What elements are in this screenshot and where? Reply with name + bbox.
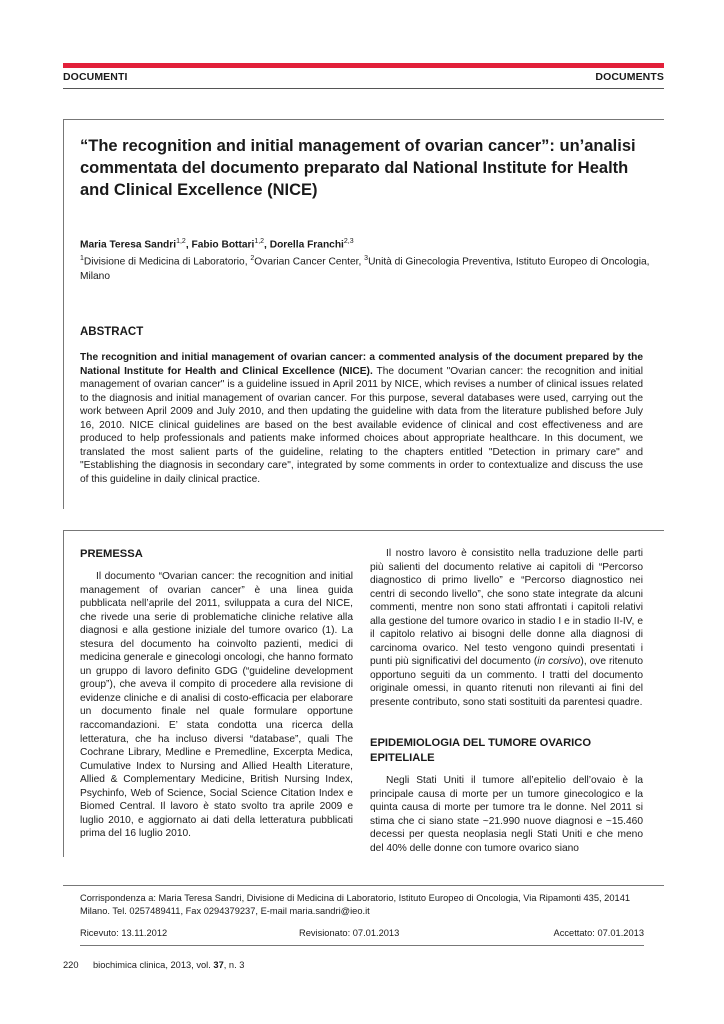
abstract-text [80,351,643,486]
author-name: Dorella Franchi [269,239,344,251]
header-rule [63,88,664,89]
premessa-paragraph: Il documento “Ovarian cancer: the recognition and initial management of ovarian cancer” è una linea guida pubblicata nell’aprile del 2011, sviluppata a cura del NICE, che rivede una serie di problematiche cliniche relative alla diagnosi e alla gestione iniziale del tumore ovarico (1). La stesura del documento ha coinvolto pazienti, medici di medicina generale e ginecologi oncologi, che hanno formato un gruppo di lavoro definito GDG (“guideline development group”), che aveva il compito di procedere alla revisione di evidenze cliniche e di analisi di costo-efficacia per elaborare un documento finale nel quale formulare opportune raccomandazioni. E’ stata condotta una ricerca della letteratura, che ha incluso diversi “database”, quali The Cochrane Library, Medline e Premedline, Excerpta Medica, Cumulative Index to Nursing and Allied Health Literature, Allied & Complementary Medicine, British Nursing Index, Psychinfo, Web of Science, Social Science Citation Index e Biomed Central. Il lavoro è stato svolto tra aprile 2009 e luglio 2010, e aggiornato ai dati della letteratura pubblicati prima del 16 luglio 2010. [80,571,353,840]
premessa-column [80,570,353,841]
author-block [80,235,650,284]
header-accent-bar [63,63,664,68]
author-names: Maria Teresa Sandri$^{1,2}$, Fabio Bottari$^{1,2}$, Dorella Franchi$^{2,3}$ [80,238,354,251]
journal-citation: biochimica clinica, 2013, vol. 37, n. 3 [93,960,245,970]
epidemiologia-heading: EPIDEMIOLOGIA DEL TUMORE OVARICO EPITELIALE [370,737,592,764]
page-number: 220 [63,960,79,970]
abstract-heading: ABSTRACT [80,326,144,338]
section-label-left: DOCUMENTI [63,71,128,83]
epidemiologia-paragraph: Negli Stati Uniti il tumore all’epitelio dell’ovaio è la principale causa di morte per un tumore ginecologico e la quinta causa di morte per tumore tra le donne. Nel 2011 si stima che ci siano state ~21.990 nuove diagnosi e ~15.460 decessi per questa neoplasia negli Stati Uniti e che meno del 40% delle donne con tumore ovarico siano [370,775,643,854]
lavoro-column [370,547,643,710]
premessa-heading: PREMESSA [80,548,143,560]
abstract-lead: The recognition and initial management of ovarian cancer: a commented analysis of the document prepared by the National Institute for Health and Clinical Excellence (NICE). [80,352,643,377]
section-label-right: DOCUMENTS [595,71,664,83]
body-frame-top [63,530,664,531]
correspondence-rule [63,885,664,886]
body-frame-left [63,530,64,857]
dates-rule [80,945,644,946]
title-frame-left [63,119,64,509]
author-name: Maria Teresa Sandri [80,239,177,251]
author-name: Fabio Bottari [191,239,255,251]
date-accepted: Accettato: 07.01.2013 [553,928,644,938]
affiliations: $^1$Divisione di Medicina di Laboratorio, $^2$Ovarian Cancer Center, $^3$Unità di Ginecologia Preventiva, Istituto Europeo di Oncologia, Milano [80,255,650,282]
correspondence-note: Corrispondenza a: Maria Teresa Sandri, Divisione di Medicina di Laboratorio, Istituto Europeo di Oncologia, Via Ripamonti 435, 20141 Milano. Tel. 0257489411, Fax 0294379237, E-mail maria.sandri@ieo.it [80,893,631,916]
lavoro-paragraph: Il nostro lavoro è consistito nella traduzione delle parti più salienti del documento relative ai capitoli di “Percorso diagnostico di primo livello” e “Percorso diagnostico nei centri di secondo livello”, che sono state integrate da alcuni commenti, mentre non sono stati affrontati i capitoli relativi alla gestione del tumore ovarico in stadio I e in stadio II-IV, e il capitolo relativo ai bisogni delle donne alla diagnosi di carcinoma ovarico. Nel testo vengono quindi presentati i punti più significativi del documento (in corsivo), ove ritenuto opportuno seguiti da un commento. I tratti del documento originale omessi, in quanto ritenuti non rilevanti ai fini del presente contributo, sono stati sostituiti da parentesi quadre. [370,548,644,709]
title-frame-top [63,119,664,120]
article-title: “The recognition and initial management of ovarian cancer”: un’analisi commentata del documento preparato dal National Institute for Health and Clinical Excellence (NICE) [80,137,636,199]
date-received: Ricevuto: 13.11.2012 [80,928,168,938]
abstract-body: The document "Ovarian cancer: the recognition and initial management of ovarian cancer" is a guideline issued in April 2011 by NICE, which revises a number of clinical issues related to the diagnosis and initial management of ovarian cancer. For this purpose, several databases were used, carrying out the work between April 2009 and July 2010, and then updating the guideline with data from the literature published before July 16, 2010. NICE clinical guidelines are based on the best available evidence of clinical and cost effectiveness and are produced to help professionals and patients make informed choices about appropriate healthcare. In this document, we translated the most salient parts of the guideline, relating to the chapters entitled "Detection in primary care" and "Establishing the diagnosis in secondary care", integrated by some comments in order to contextualize and discuss the use of this guideline in daily clinical practice. [80,365,643,485]
date-revised: Revisionato: 07.01.2013 [299,928,400,938]
epidemiologia-column [370,774,643,855]
